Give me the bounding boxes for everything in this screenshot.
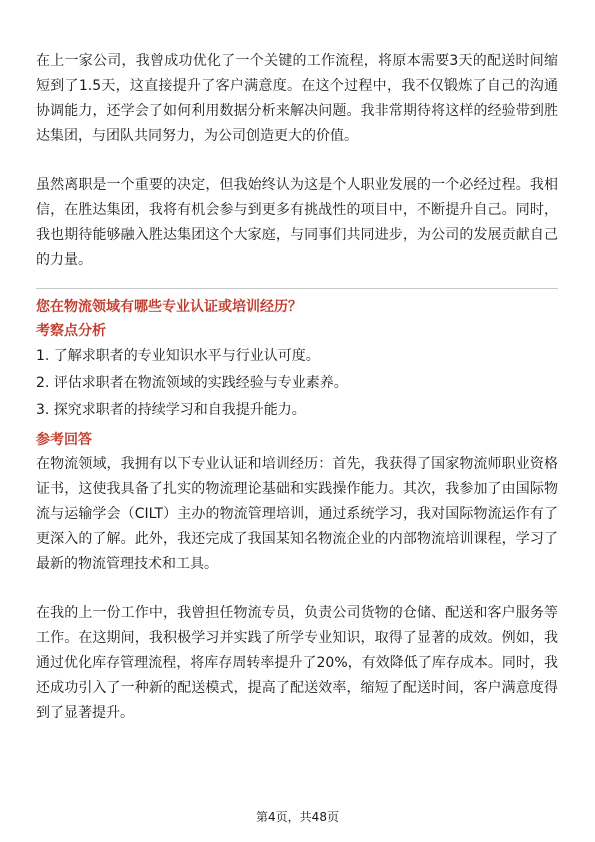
page-number: 第4页，共48页 bbox=[256, 810, 339, 824]
section-divider bbox=[36, 288, 558, 289]
answer-paragraph-2: 在我的上一份工作中，我曾担任物流专员，负责公司货物的仓储、配送和客户服务等工作。在这期间，我积极学习并实践了所学专业知识，取得了显著的成效。例如，我通过优化库存管理流程，将库存周转率提升了20%，有效降低了库存成本。同时，我还成功引入了一种新的配送模式，提高了配送效率，缩短了配送时间，客户满意度得到了显著提升。 bbox=[36, 605, 558, 721]
page-content bbox=[36, 49, 558, 726]
analysis-label: 考察点分析 bbox=[36, 323, 106, 339]
answer-paragraph-1: 在物流领域，我拥有以下专业认证和培训经历：首先，我获得了国家物流师职业资格证书，这使我具备了扎实的物流理论基础和实践操作能力。其次，我参加了由国际物流与运输学会（CILT）主办的物流管理培训，通过系统学习，我对国际物流运作有了更深入的了解。此外，我还完成了我国某知名物流企业的内部物流培训课程，学习了最新的物流管理技术和工具。 bbox=[36, 456, 558, 572]
analysis-item: 2. 评估求职者在物流领域的实践经验与专业素养。 bbox=[36, 375, 348, 391]
answer-label: 参考回答 bbox=[36, 432, 92, 448]
analysis-list bbox=[36, 343, 558, 424]
intro-paragraph-2: 虽然离职是一个重要的决定，但我始终认为这是个人职业发展的一个必经过程。我相信，在胜达集团，我将有机会参与到更多有挑战性的项目中，不断提升自己。同时，我也期待能够融入胜达集团这个大家庭，与同事们共同进步，为公司的发展贡献自己的力量。 bbox=[36, 177, 558, 268]
paragraph-spacer bbox=[36, 577, 558, 601]
question-title: 您在物流领域有哪些专业认证或培训经历？ bbox=[36, 299, 302, 315]
analysis-item: 3. 探究求职者的持续学习和自我提升能力。 bbox=[36, 402, 306, 418]
intro-paragraph-1: 在上一家公司，我曾成功优化了一个关键的工作流程，将原本需要3天的配送时间缩短到了1.5天，这直接提升了客户满意度。在这个过程中，我不仅锻炼了自己的沟通协调能力，还学会了如何利用数据分析来解决问题。我非常期待将这样的经验带到胜达集团，与团队共同努力，为公司创造更大的价值。 bbox=[36, 53, 558, 144]
analysis-item: 1. 了解求职者的专业知识水平与行业认可度。 bbox=[36, 348, 320, 364]
paragraph-spacer bbox=[36, 149, 558, 173]
